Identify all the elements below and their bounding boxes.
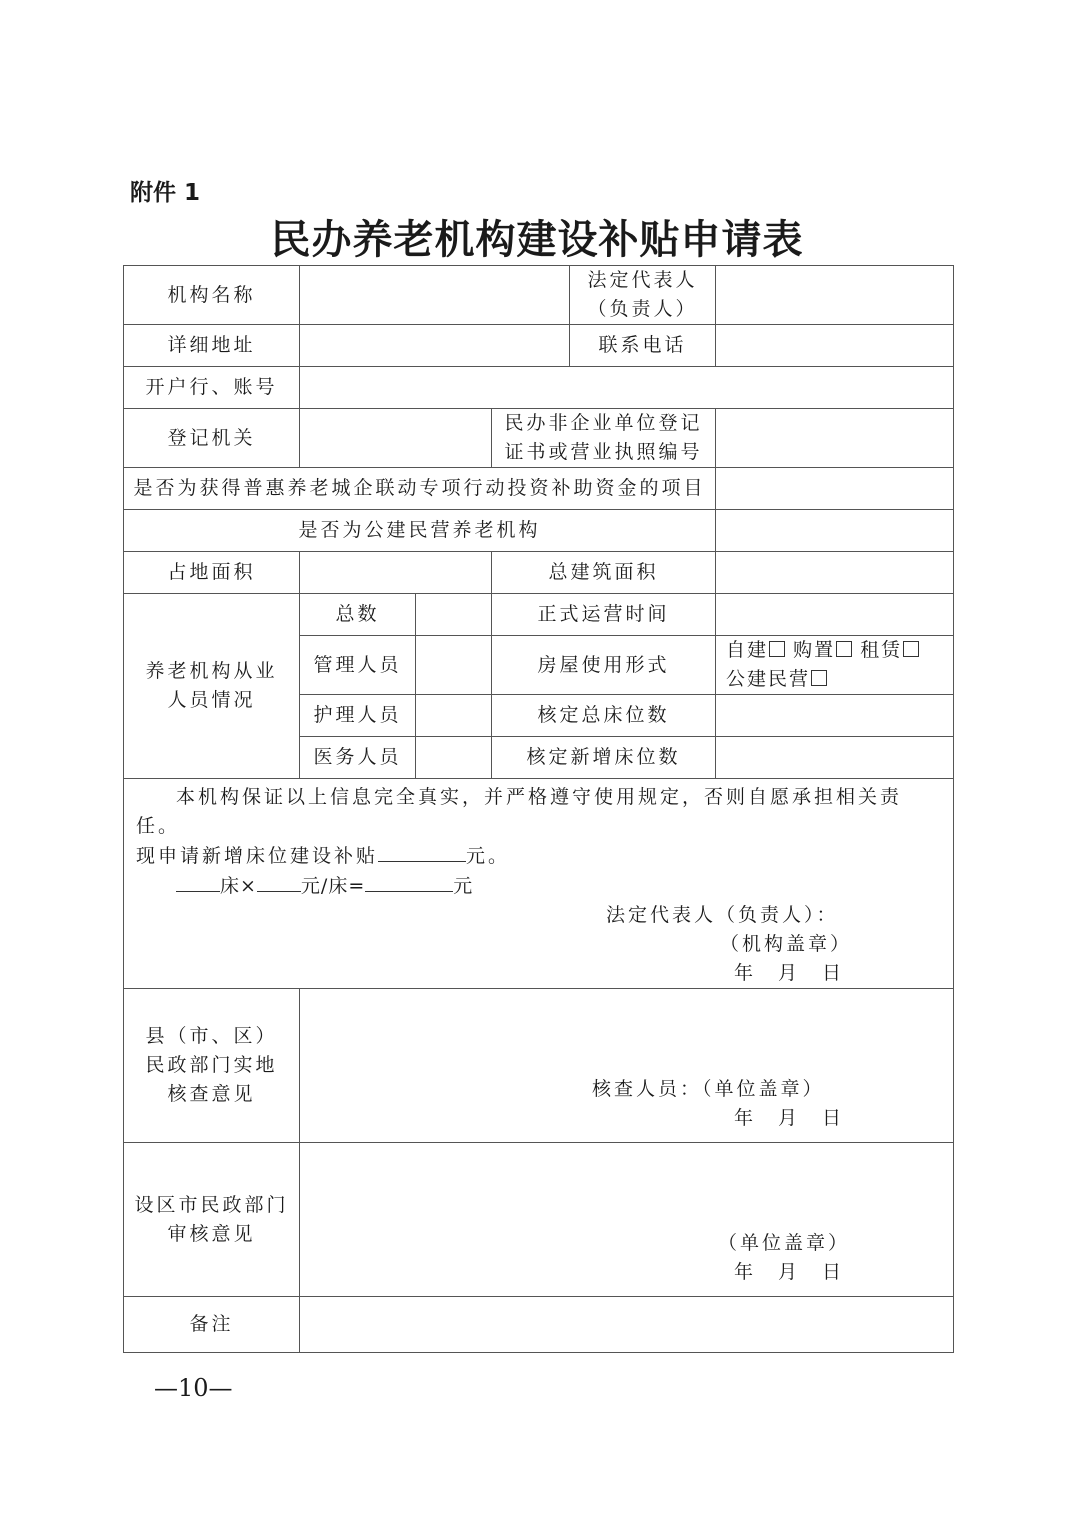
bed-label: 床× (220, 875, 257, 897)
public-built-label: 是否为公建民营养老机构 (124, 510, 716, 552)
legal-rep-label (570, 266, 716, 325)
row-institution-name (124, 266, 954, 325)
medical-label: 医务人员 (300, 737, 416, 779)
yuan-label: 元 (453, 875, 474, 897)
form-title: 民办养老机构建设补贴申请表 (270, 217, 804, 263)
row-declaration (124, 779, 954, 989)
county-label-line2: 民政部门实地 (145, 1054, 278, 1076)
phone-label: 联系电话 (570, 325, 716, 367)
public-built-checkbox[interactable] (811, 670, 827, 686)
declaration-line1: 本机构保证以上信息完全真实，并严格遵守使用规定，否则自愿承担相关责任。 (136, 786, 903, 837)
remarks-field[interactable] (300, 1297, 954, 1353)
phone-field[interactable] (716, 325, 954, 367)
bed-count-blank[interactable] (176, 871, 220, 892)
nurses-label: 护理人员 (300, 695, 416, 737)
bank-label: 开户行、账号 (124, 367, 300, 409)
building-area-label: 总建筑面积 (492, 552, 716, 594)
managers-label: 管理人员 (300, 636, 416, 695)
legal-rep-line2: （负责人） (587, 298, 698, 320)
city-label-line1: 设区市民政部门 (134, 1193, 289, 1216)
declaration-signer: 法定代表人（负责人）： (606, 904, 839, 926)
total-field[interactable] (416, 594, 492, 636)
new-beds-label: 核定新增床位数 (492, 737, 716, 779)
county-review-label (124, 989, 300, 1143)
address-label: 详细地址 (124, 325, 300, 367)
subsidy-amount-blank[interactable] (378, 841, 466, 862)
county-inspector: 核查人员：（单位盖章） (592, 1078, 825, 1100)
purchased-checkbox[interactable] (836, 641, 852, 657)
nurses-field[interactable] (416, 695, 492, 737)
declaration-line2 (136, 841, 943, 871)
staff-line1: 养老机构从业 (145, 660, 278, 682)
legal-rep-line1: 法定代表人 (587, 269, 698, 291)
staff-situation-label (124, 594, 300, 779)
new-beds-field[interactable] (716, 737, 954, 779)
land-area-label: 占地面积 (124, 552, 300, 594)
city-seal: （单位盖章） (718, 1232, 851, 1254)
city-date: 年 月 日 (734, 1261, 845, 1283)
declaration-date: 年 月 日 (734, 962, 845, 984)
subsidy-project-label: 是否为获得普惠养老城企联动专项行动投资补助资金的项目 (124, 468, 716, 510)
housing-opt-leased-label: 租赁 (860, 639, 903, 661)
approved-beds-field[interactable] (716, 695, 954, 737)
institution-name-field[interactable] (300, 266, 570, 325)
housing-opt-public-built-label: 公建民营 (726, 668, 811, 690)
row-bank (124, 367, 954, 409)
unit-label: 元/床= (300, 875, 366, 897)
public-built-field[interactable] (716, 510, 954, 552)
subsidy-project-field[interactable] (716, 468, 954, 510)
subsidy-yuan-suffix: 元。 (466, 845, 511, 867)
row-city-review (124, 1143, 954, 1297)
declaration-formula (136, 871, 943, 901)
operation-time-field[interactable] (716, 594, 954, 636)
county-label-line1: 县（市、区） (145, 1025, 278, 1047)
housing-opt-purchased-label: 购置 (793, 639, 836, 661)
application-form-table (123, 265, 954, 1353)
attachment-label: 附件 1 (130, 180, 201, 206)
housing-form-options (716, 636, 954, 695)
operation-time-label: 正式运营时间 (492, 594, 716, 636)
registration-authority-label: 登记机关 (124, 409, 300, 468)
subsidy-request-text: 现申请新增床位建设补贴 (136, 845, 379, 867)
leased-checkbox[interactable] (903, 641, 919, 657)
declaration-block (124, 779, 954, 989)
row-staff-total (124, 594, 954, 636)
license-line2: 证书或营业执照编号 (504, 441, 703, 463)
housing-form-label: 房屋使用形式 (492, 636, 716, 695)
license-number-label (492, 409, 716, 468)
medical-field[interactable] (416, 737, 492, 779)
page-number: —10— (154, 1374, 233, 1402)
managers-field[interactable] (416, 636, 492, 695)
row-county-review (124, 989, 954, 1143)
registration-authority-field[interactable] (300, 409, 492, 468)
unit-price-blank[interactable] (257, 871, 301, 892)
row-public-built (124, 510, 954, 552)
city-review-field[interactable] (300, 1143, 954, 1297)
remarks-label: 备注 (124, 1297, 300, 1353)
land-area-field[interactable] (300, 552, 492, 594)
license-line1: 民办非企业单位登记 (504, 412, 703, 434)
row-address (124, 325, 954, 367)
bank-field[interactable] (300, 367, 954, 409)
housing-opt-self-built-label: 自建 (726, 639, 769, 661)
address-field[interactable] (300, 325, 570, 367)
city-label-line2: 审核意见 (167, 1222, 256, 1245)
city-review-label (124, 1143, 300, 1297)
county-label-line3: 核查意见 (167, 1083, 256, 1105)
row-area (124, 552, 954, 594)
row-subsidy-project (124, 468, 954, 510)
institution-name-label: 机构名称 (124, 266, 300, 325)
county-review-field[interactable] (300, 989, 954, 1143)
county-date: 年 月 日 (734, 1107, 845, 1129)
declaration-seal: （机构盖章） (720, 933, 853, 955)
row-remarks (124, 1297, 954, 1353)
staff-line2: 人员情况 (167, 689, 256, 711)
row-registration (124, 409, 954, 468)
legal-rep-field[interactable] (716, 266, 954, 325)
license-number-field[interactable] (716, 409, 954, 468)
building-area-field[interactable] (716, 552, 954, 594)
self-built-checkbox[interactable] (769, 641, 785, 657)
total-label: 总数 (300, 594, 416, 636)
total-amount-blank[interactable] (365, 871, 453, 892)
approved-beds-label: 核定总床位数 (492, 695, 716, 737)
